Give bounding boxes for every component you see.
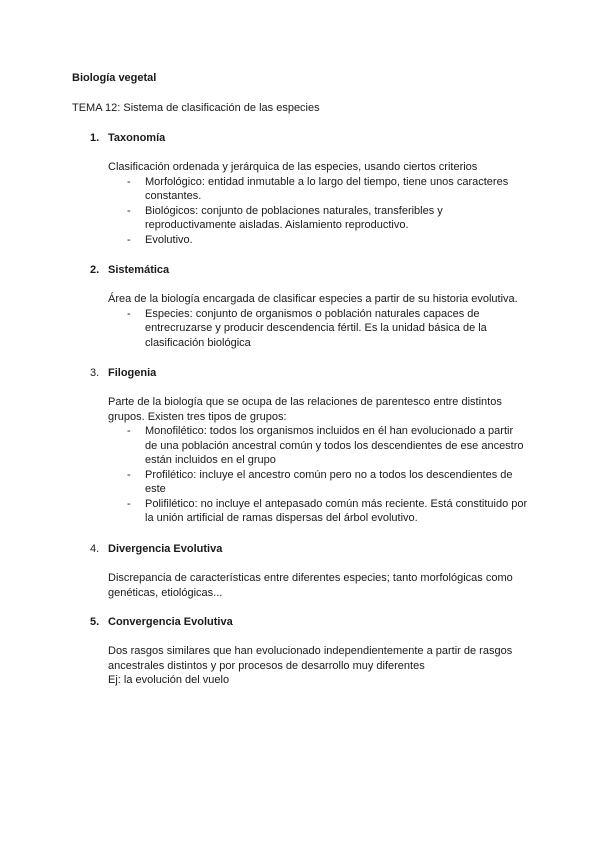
section-body — [108, 644, 528, 688]
section-body — [108, 292, 528, 350]
section-title: Sistemática — [108, 264, 170, 276]
dash-bullet: - — [127, 175, 131, 188]
section-intro: Parte de la biología que se ocupa de las relaciones de parentesco entre distintos grupos. Existen tres tipos de grupos: — [108, 396, 502, 423]
section-example: Ej: la evolución del vuelo — [108, 674, 230, 686]
section-intro: Clasificación ordenada y jerárquica de las especies, usando ciertos criterios — [108, 161, 478, 173]
section-number: 5. — [90, 616, 100, 628]
section-heading — [90, 131, 165, 146]
bullet-list — [108, 175, 528, 248]
section-number: 2. — [90, 264, 100, 276]
section-title: Filogenia — [108, 367, 157, 379]
section-title: Convergencia Evolutiva — [108, 616, 233, 628]
section-intro: Dos rasgos similares que han evolucionado independientemente a partir de rasgos ancestrales distintos y por procesos de desarrollo muy diferentes — [108, 645, 513, 672]
section-body — [108, 395, 528, 526]
dash-bullet: - — [127, 204, 131, 217]
section-number: 1. — [90, 132, 100, 144]
dash-bullet: - — [127, 233, 131, 246]
section-heading — [90, 366, 156, 381]
list-item — [108, 204, 528, 233]
section-title: Taxonomía — [108, 132, 166, 144]
list-item — [108, 233, 528, 248]
document-title: Biología vegetal — [72, 72, 157, 84]
section-heading — [90, 263, 169, 278]
list-item — [108, 307, 528, 351]
dash-bullet: - — [127, 497, 131, 510]
dash-bullet: - — [127, 307, 131, 320]
list-item — [108, 468, 528, 497]
section-title: Divergencia Evolutiva — [108, 543, 223, 555]
list-item — [108, 497, 528, 526]
dash-bullet: - — [127, 425, 131, 437]
section-body — [108, 160, 528, 247]
bullet-list — [108, 307, 528, 351]
section-intro: Área de la biología encargada de clasificar especies a partir de su historia evolutiva. — [108, 293, 518, 305]
section-body — [108, 571, 528, 600]
section-number: 4. — [90, 543, 100, 555]
list-item — [108, 175, 528, 204]
bullet-list — [108, 424, 528, 526]
list-item-text: Polifilético: no incluye el antepasado común más reciente. Está constituido por la unión artificial de ramas dispersas del árbol evolutivo. — [145, 497, 528, 524]
list-item — [108, 424, 528, 468]
section-heading — [90, 615, 233, 630]
section-heading — [90, 542, 222, 557]
list-item-text: Profilético: incluye el ancestro común pero no a todos los descendientes de este — [145, 468, 513, 495]
section-intro: Discrepancia de características entre diferentes especies; tanto morfológicas como genéticas, etiológicas... — [108, 572, 513, 599]
document-subtitle: TEMA 12: Sistema de clasificación de las especies — [72, 102, 320, 114]
list-item-text: Monofilético: todos los organismos incluidos en él han evolucionado a partir de una población ancestral común y todos los descendientes de ese ancestro están incluidos en el grupo — [145, 425, 524, 466]
list-item-text: Especies: conjunto de organismos o población naturales capaces de entrecruzarse y producir descendencia fértil. Es la unidad básica de la clasificación biológica — [145, 307, 487, 349]
list-item-text: Biológicos: conjunto de poblaciones naturales, transferibles y reproductivamente aisladas. Aislamiento reproductivo. — [145, 204, 443, 231]
list-item-text: Morfológico: entidad inmutable a lo largo del tiempo, tiene unos caracteres constantes. — [145, 175, 509, 202]
dash-bullet: - — [127, 468, 131, 481]
section-number: 3. — [90, 367, 100, 379]
list-item-text: Evolutivo. — [145, 233, 193, 246]
